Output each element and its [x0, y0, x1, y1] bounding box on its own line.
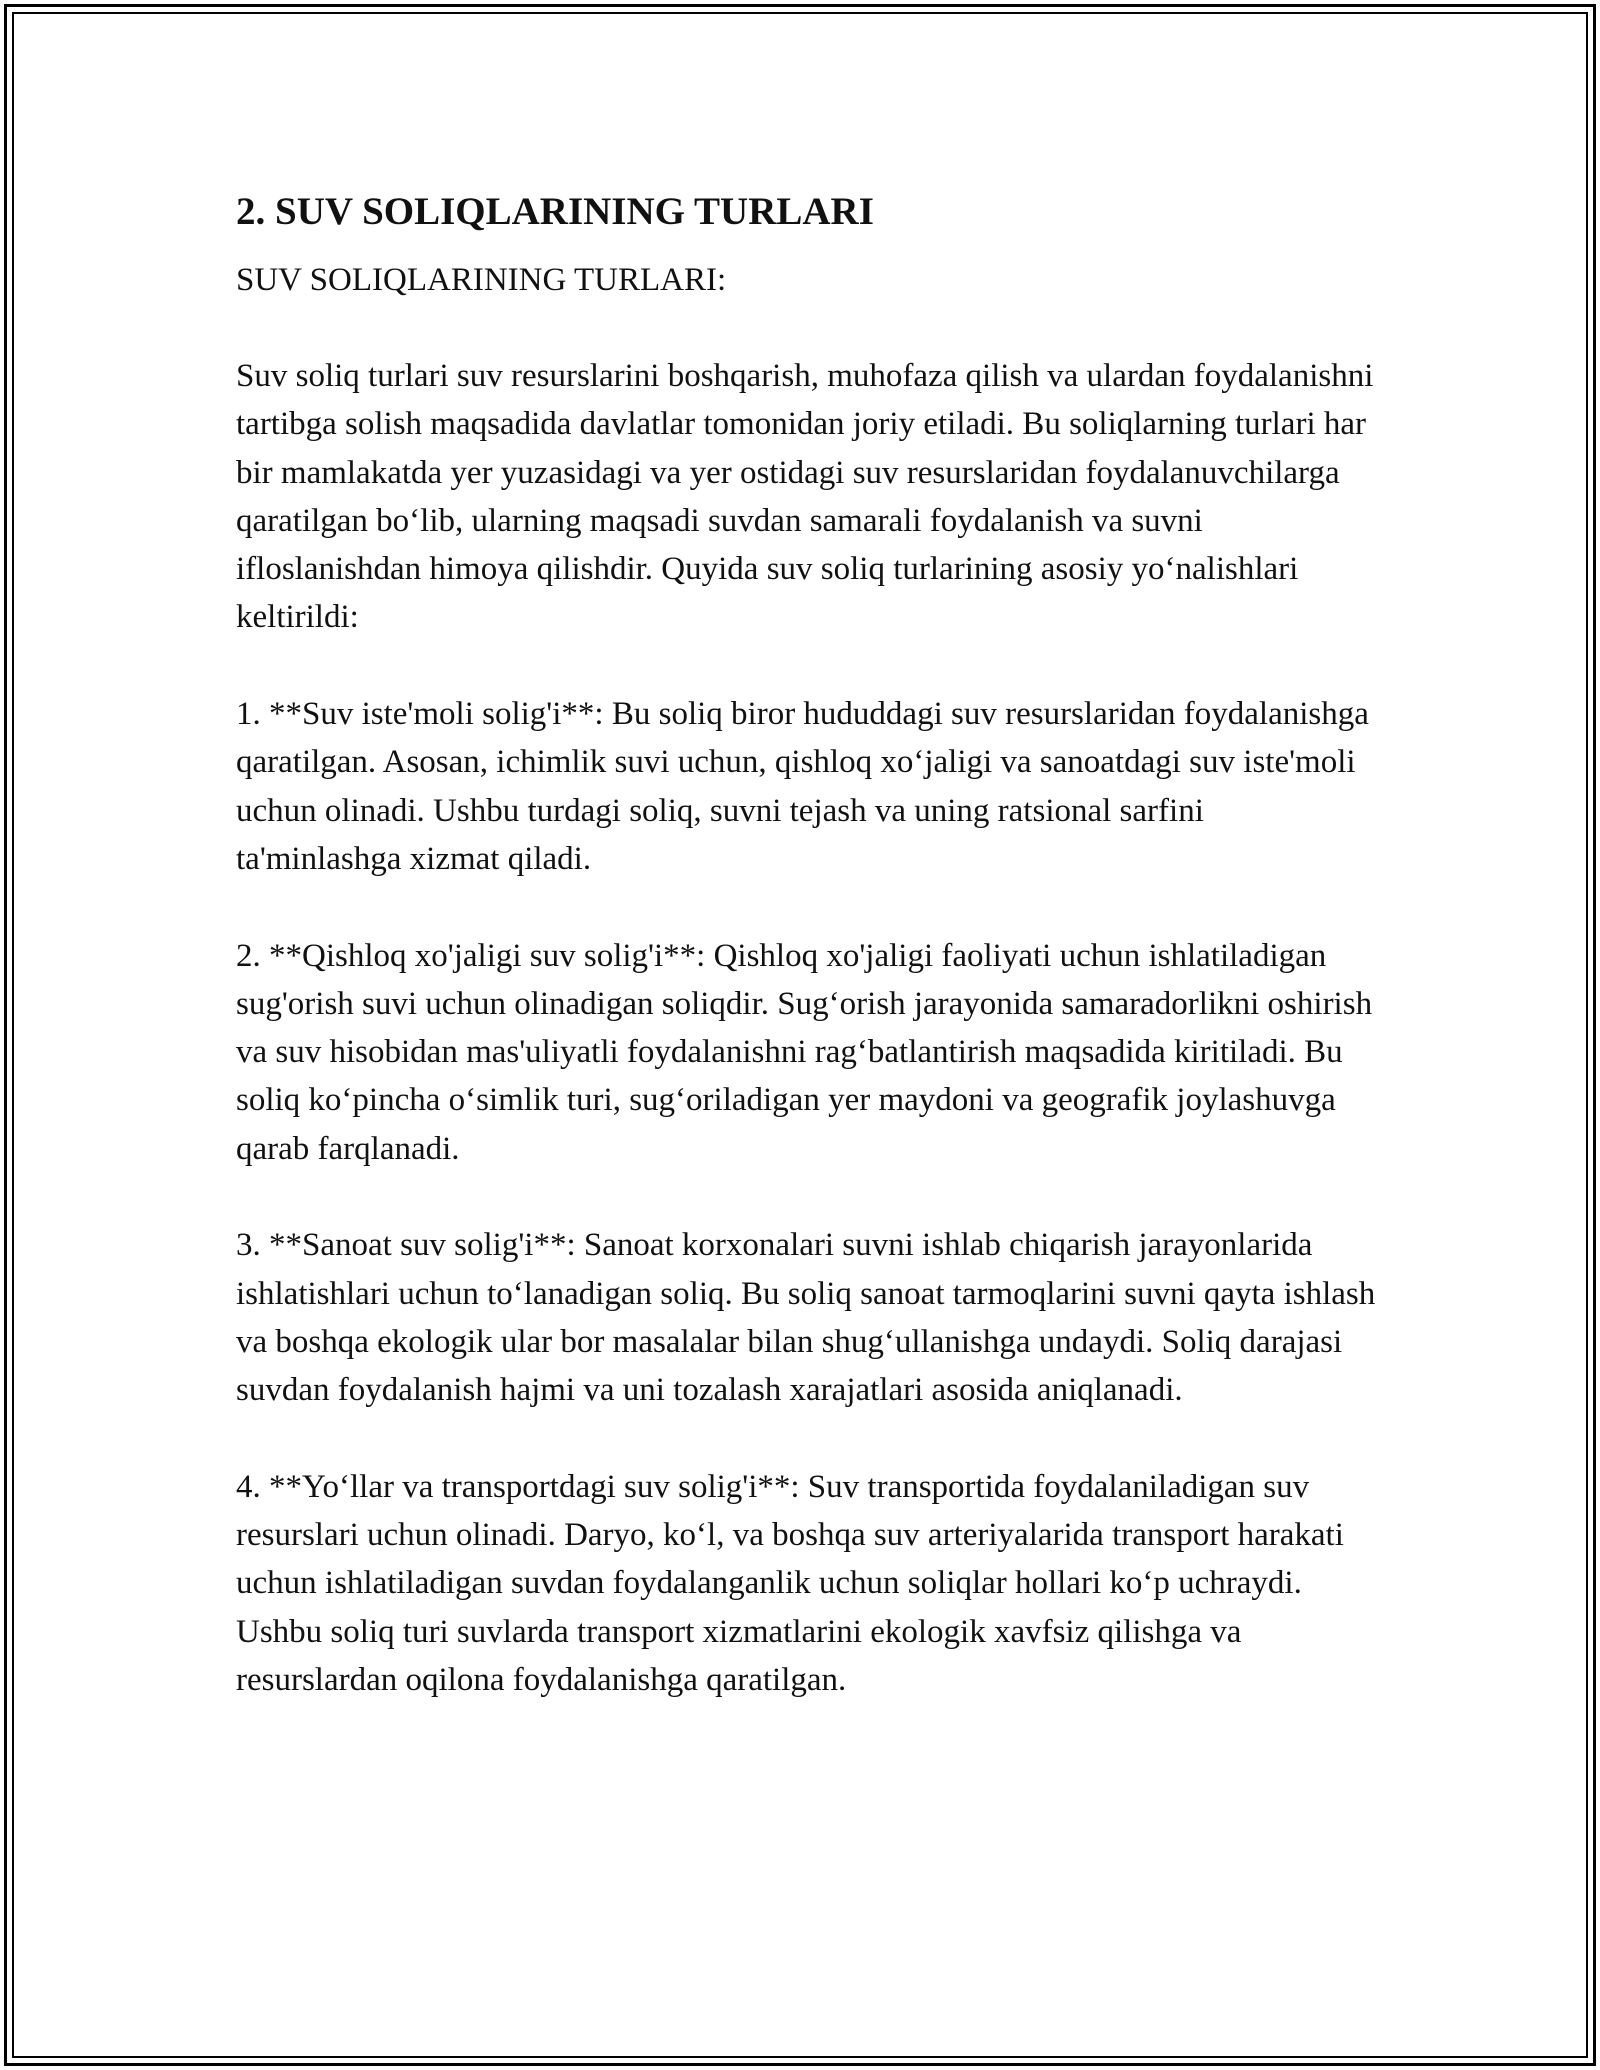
section-heading: 2. SUV SOLIQLARINING TURLARI	[236, 190, 874, 233]
list-item-1-paragraph: 1. **Suv iste'moli solig'i**: Bu soliq biror hududdagi suv resurslaridan foydalanishga qaratilgan. Asosan, ichimlik suvi uchun, qishloq xo‘jaligi va sanoatdagi suv iste'moli uchun olinadi. Ushbu turdagi soliq, suvni tejash va uning ratsional sarfini ta'minlashga xizmat qiladi.	[236, 696, 1369, 877]
list-item-3-paragraph: 3. **Sanoat suv solig'i**: Sanoat korxonalari suvni ishlab chiqarish jarayonlarida ishlatishlari uchun to‘lanadigan soliq. Bu soliq sanoat tarmoqlarini suvni qayta ishlash va boshqa ekologik ular bor masalalar bilan shug‘ullanishga undaydi. Soliq darajasi suvdan foydalanish hajmi va uni tozalash xarajatlari asosida aniqlanadi.	[236, 1227, 1376, 1409]
list-item-4-paragraph: 4. **Yo‘llar va transportdagi suv solig'i**: Suv transportida foydalaniladigan suv resurslari uchun olinadi. Daryo, ko‘l, va boshqa suv arteriyalarida transport harakati uchun ishlatiladigan suvdan foydalanganlik uchun soliqlar hollari ko‘p uchraydi. Ushbu soliq turi suvlarda transport xizmatlarini ekologik xavfsiz qilishga va resurslardan oqilona foydalanishga qaratilgan.	[236, 1468, 1344, 1699]
list-item-2-paragraph: 2. **Qishloq xo'jaligi suv solig'i**: Qishloq xo'jaligi faoliyati uchun ishlatiladigan sug'orish suvi uchun olinadigan soliqdir. Sug‘orish jarayonida samaradorlikni oshirish va suv hisobidan mas'uliyatli foydalanishni rag‘batlantirish maqsadida kiritiladi. Bu soliq ko‘pincha o‘simlik turi, sug‘oriladigan yer maydoni va geografik joylashuvga qarab farqlanadi.	[236, 937, 1373, 1167]
intro-paragraph: Suv soliq turlari suv resurslarini boshqarish, muhofaza qilish va ulardan foydalanishni tartibga solish maqsadida davlatlar tomonidan joriy etiladi. Bu soliqlarning turlari har bir mamlakatda yer yuzasidagi va yer ostidagi suv resurslaridan foydalanuvchilarga qaratilgan bo‘lib, ularning maqsadi suvdan samarali foydalanish va suvni ifloslanishdan himoya qilishdir. Quyida suv soliq turlarining asosiy yo‘nalishlari keltirildi:	[236, 358, 1374, 636]
section-subheading: SUV SOLIQLARINING TURLARI:	[236, 262, 727, 298]
document-body	[236, 186, 1376, 1704]
